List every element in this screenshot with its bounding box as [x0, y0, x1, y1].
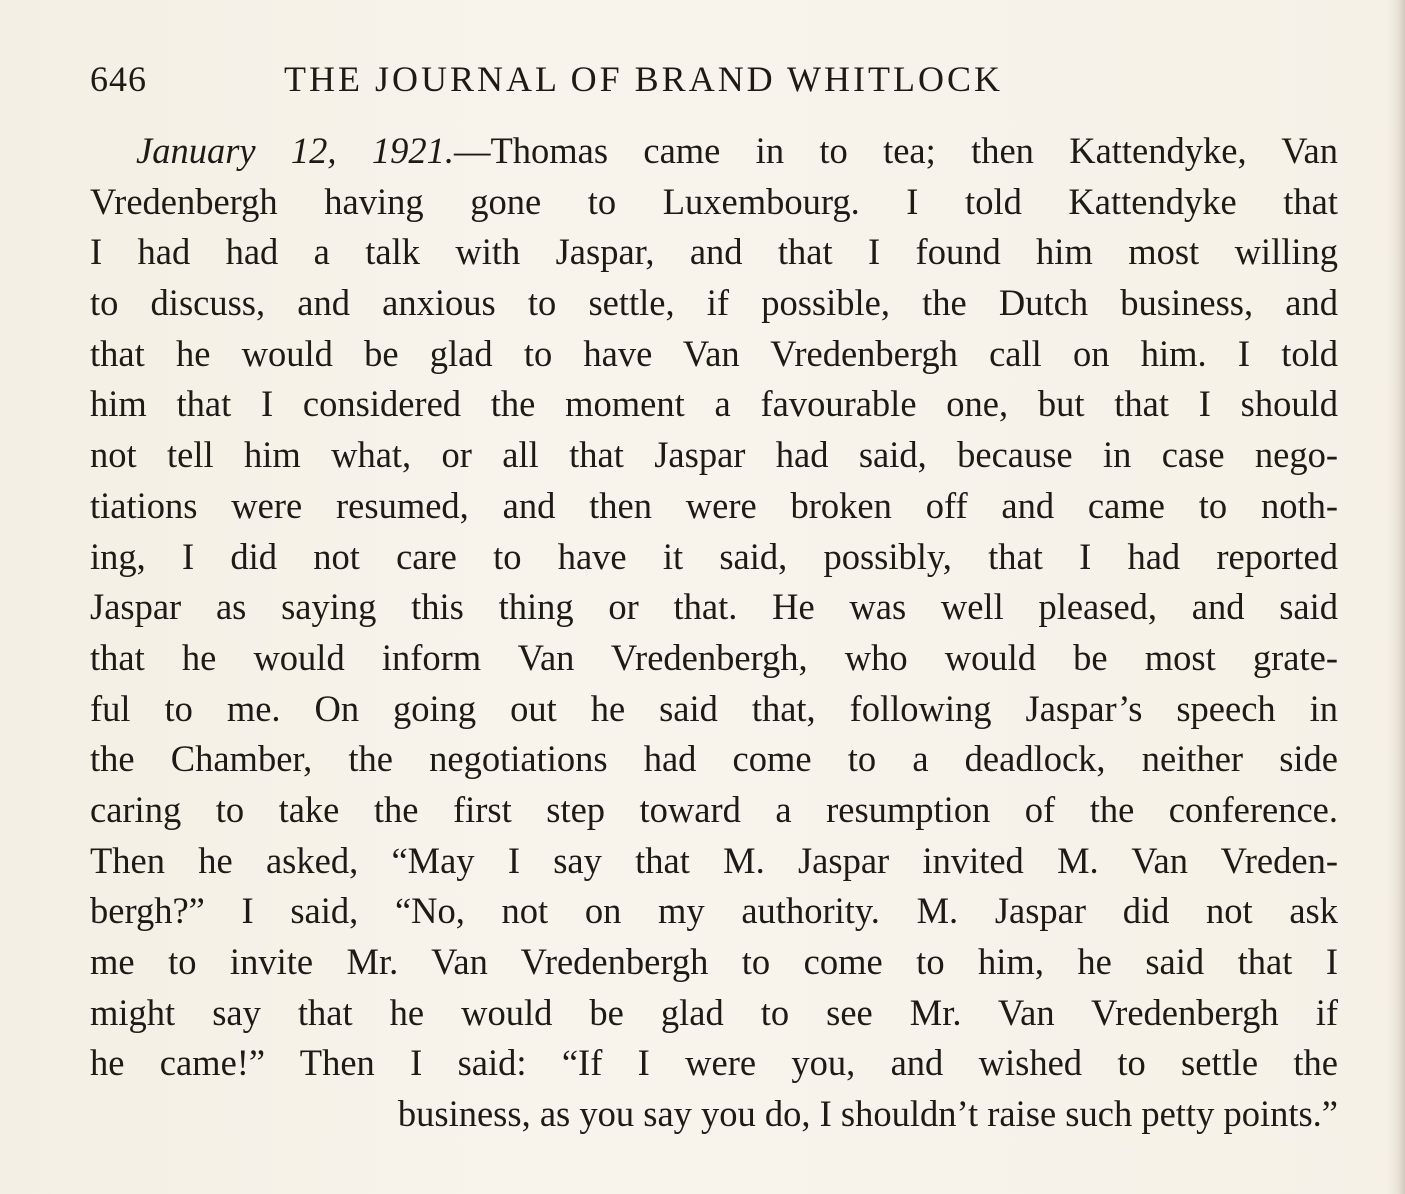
- text-line-content: —Thomas came in to tea; then Kattendyke, Van: [453, 130, 1338, 171]
- text-line: might say that he would be glad to see Mr. Van Vredenbergh if: [90, 991, 1338, 1033]
- page-header: [90, 58, 1150, 108]
- text-line: Jaspar as saying this thing or that. He was well pleased, and said: [90, 586, 1338, 628]
- text-line: that he would inform Van Vredenbergh, who would be most grate-: [90, 636, 1338, 678]
- text-line: I had had a talk with Jaspar, and that I found him most willing: [90, 231, 1338, 273]
- text-line: bergh?” I said, “No, not on my authority. M. Jaspar did not ask: [90, 890, 1338, 932]
- text-line: the Chamber, the negotiations had come to a deadlock, neither side: [90, 738, 1338, 780]
- text-line: he came!” Then I said: “If I were you, and wished to settle the: [90, 1042, 1338, 1084]
- text-line: me to invite Mr. Van Vredenbergh to come to him, he said that I: [90, 941, 1338, 982]
- text-line: ful to me. On going out he said that, following Jaspar’s speech in: [90, 687, 1338, 729]
- text-line: [90, 126, 1338, 177]
- journal-entry: [90, 126, 1338, 1140]
- text-line: caring to take the first step toward a resumption of the conference.: [90, 788, 1338, 830]
- text-line: to discuss, and anxious to settle, if possible, the Dutch business, and: [90, 282, 1338, 324]
- entry-date: January 12, 1921.: [136, 130, 454, 171]
- running-head: THE JOURNAL OF BRAND WHITLOCK: [284, 59, 1003, 99]
- text-line: not tell him what, or all that Jaspar had said, because in case nego-: [90, 434, 1338, 476]
- text-line: Then he asked, “May I say that M. Jaspar invited M. Van Vreden-: [90, 839, 1338, 881]
- spine-shadow: [1387, 0, 1405, 1194]
- page-number: 646: [90, 59, 147, 99]
- text-line: that he would be glad to have Van Vredenbergh call on him. I told: [90, 332, 1338, 374]
- text-line: Vredenbergh having gone to Luxembourg. I told Kattendyke that: [90, 180, 1338, 222]
- text-line: business, as you say you do, I shouldn’t raise such petty points.”: [397, 1093, 1338, 1135]
- text-line: him that I considered the moment a favourable one, but that I should: [90, 383, 1338, 425]
- text-line: tiations were resumed, and then were broken off and came to noth-: [90, 484, 1338, 526]
- text-line: ing, I did not care to have it said, possibly, that I had reported: [90, 535, 1338, 577]
